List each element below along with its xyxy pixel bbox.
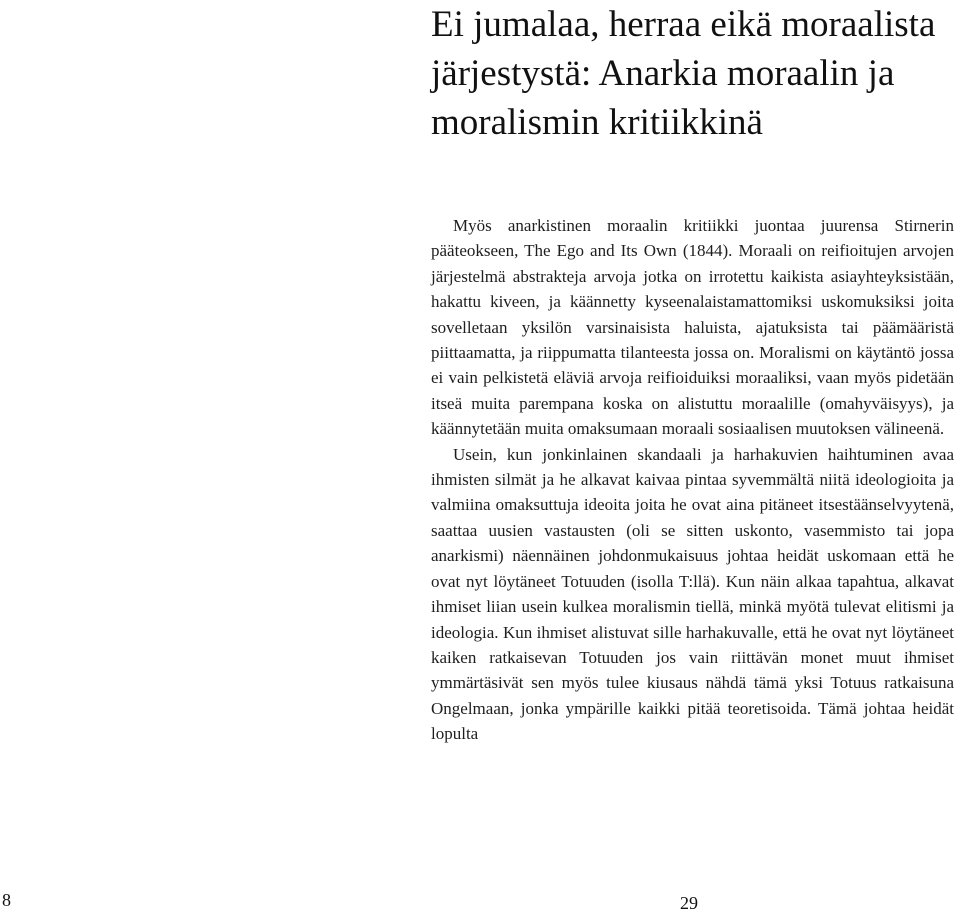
paragraph-1: Myös anarkistinen moraalin kritiikki juontaa juurensa Stirnerin pääteokseen, The Ego and Its Own (1844). Moraali on reifioitujen arvojen järjestelmä abstrakteja arvoja jotka on irrotettu kaikista asiayhteyksistään, hakattu kiveen, ja käännetty kyseenalaistamattomiksi uskomuksiksi joita sovelletaan yksilön varsinaisista haluista, ajatuksista tai päämääristä piittaamatta, ja riippumatta tilanteesta jossa on. Moralismi on käytäntö jossa ei vain pelkistetä eläviä arvoja reifioiduiksi moraaliksi, vaan myös pidetään itseä muita parempana koska on alistuttu moraalille (omahyväisyys), ja käännytetään muita omaksumaan moraali sosiaalisen muutoksen välineenä. bbox=[431, 216, 954, 439]
page-content bbox=[431, 0, 954, 744]
page-number-left: 8 bbox=[2, 890, 11, 910]
page-number-right: 29 bbox=[680, 893, 698, 913]
body-text bbox=[431, 213, 954, 747]
chapter-title: Ei jumalaa, herraa eikä moraalista järjestystä: Anarkia moraalin ja moralismin kritiikkinä bbox=[431, 4, 936, 143]
paragraph-2: Usein, kun jonkinlainen skandaali ja harhakuvien haihtuminen avaa ihmisten silmät ja he alkavat kaivaa pintaa syvemmältä niitä ideologioita ja valmiina omaksuttuja ideoita joita he ovat aina pitäneet itsestäänselvyytenä, saattaa uusien vastausten (oli se sitten uskonto, vasemmisto tai jopa anarkismi) näennäinen johdonmukaisuus johtaa heidät uskomaan että he ovat nyt löytäneet Totuuden (isolla T:llä). Kun näin alkaa tapahtua, alkavat ihmiset liian usein kulkea moralismin tiellä, minkä myötä tulevat elitismi ja ideologia. Kun ihmiset alistuvat sille harhakuvalle, että he ovat nyt löytäneet kaiken ratkaisevan Totuuden jos vain riittävän monet muut ihmiset ymmärtäsivät sen myös tulee kiusaus nähdä tämä yksi Totuus ratkaisuna Ongelmaan, jonka ympärille kaikki pitää teoretisoida. Tämä johtaa heidät lopulta bbox=[431, 444, 954, 744]
